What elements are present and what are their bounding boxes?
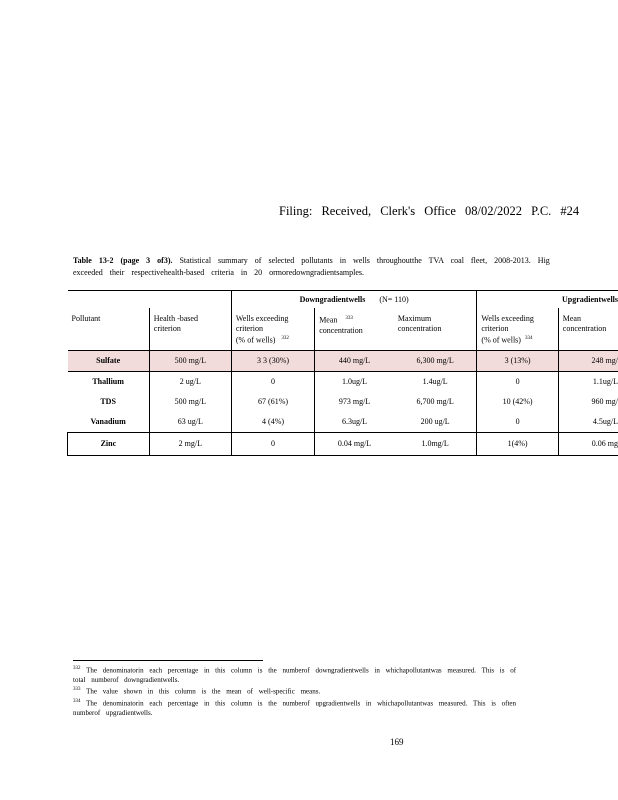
col-wells-line-3-text: (% of wells) xyxy=(235,335,276,345)
cell-up-mean: 0.06 mg xyxy=(558,432,618,455)
footnote-ref-333: 333 xyxy=(345,316,353,321)
col-up-mean-line-1: Mean xyxy=(562,314,581,323)
col-wells-exceeding xyxy=(231,308,314,350)
col-pollutant xyxy=(68,308,150,350)
table-row xyxy=(68,412,618,433)
cell-wells: 0 xyxy=(231,371,314,392)
col-criterion-line-2: criterion xyxy=(153,324,181,333)
cell-pollutant: Vanadium xyxy=(90,416,126,426)
col-mean-line-1 xyxy=(319,314,394,326)
col-wells-line-2: criterion xyxy=(235,324,263,333)
col-criterion-line-1: Health -based xyxy=(153,314,198,323)
col-up-wells-line-3-text: (% of wells) xyxy=(481,335,521,345)
col-mean-line-1-text: Mean xyxy=(319,315,338,325)
cell-criterion: 500 mg/L xyxy=(149,350,231,371)
cell-criterion: 63 ug/L xyxy=(149,412,231,433)
cell-max: 6,700 mg/L xyxy=(416,396,454,406)
col-wells-line-3 xyxy=(236,334,314,346)
col-up-wells-line-3 xyxy=(481,334,557,346)
column-header-row xyxy=(68,308,618,350)
cell-mean: 0.04 mg/L xyxy=(315,432,394,455)
footnote-334 xyxy=(73,697,618,709)
filing-stamp: Filing: Received, Clerk's Office 08/02/2022 P.C. #24 xyxy=(279,204,580,218)
caption-title: Table 13-2 (page 3 of3). xyxy=(73,256,173,265)
cell-max: 1.4ug/L xyxy=(422,376,448,386)
footnote-333 xyxy=(73,685,618,697)
downgradient-label: Downgradientwells xyxy=(299,294,366,304)
cell-up-wells: 10 (42%) xyxy=(477,392,558,412)
cell-up-mean: 4.5ug/L xyxy=(558,412,618,433)
cell-up-wells: 1(4%) xyxy=(477,432,558,455)
table-row xyxy=(68,350,618,371)
col-max-line-1: Maximum xyxy=(397,314,432,323)
cell-max: 1.0mg/L xyxy=(394,432,477,455)
cell-wells: 67 (61%) xyxy=(231,392,314,412)
footnote-332-number: 332 xyxy=(73,666,81,671)
table-row xyxy=(68,432,618,455)
footnote-divider xyxy=(73,660,263,661)
downgradient-count: (N= 110) xyxy=(379,294,409,304)
cell-mean: 1.0ug/L xyxy=(315,371,394,392)
caption-line-1 xyxy=(73,255,618,267)
col-up-wells-exceeding xyxy=(477,308,558,350)
group-header-row xyxy=(68,291,618,309)
footnote-333-number: 333 xyxy=(73,687,81,693)
cell-wells: 3 3 (30%) xyxy=(231,350,314,371)
col-up-wells-line-2: criterion xyxy=(481,324,509,333)
footnote-334-line-2: numberof upgradientwells. xyxy=(73,708,153,717)
footnote-334-line-1: The denominatorin each percentage in this column is the numberof upgradientwells in whichapollutantwas measured. This is often xyxy=(86,699,517,708)
downgradient-group-header xyxy=(231,291,477,309)
pollutant-summary-table xyxy=(67,290,618,456)
table-row xyxy=(68,371,618,392)
footnote-332-line-2: total numberof downgradientwells. xyxy=(73,675,180,684)
col-wells-line-1: Wells exceeding xyxy=(235,314,289,323)
col-up-mean-line-2: concentration xyxy=(562,324,607,333)
upgradient-group-header: Upgradientwells xyxy=(477,291,618,309)
cell-up-mean: 960 mg/ xyxy=(558,392,618,412)
col-maximum xyxy=(394,308,477,350)
col-mean xyxy=(315,308,394,350)
cell-up-mean: 1.1ug/L xyxy=(558,371,618,392)
table-caption xyxy=(73,255,618,279)
cell-up-wells: 3 (13%) xyxy=(477,350,558,371)
col-pollutant-label: Pollutant xyxy=(71,314,101,323)
cell-pollutant: TDS xyxy=(100,396,116,406)
cell-mean: 440 mg/L xyxy=(315,350,394,371)
footnotes xyxy=(73,664,618,718)
cell-mean: 6.3ug/L xyxy=(315,412,394,433)
cell-pollutant: Zinc xyxy=(68,432,150,455)
cell-wells: 0 xyxy=(231,432,314,455)
page-number: 169 xyxy=(390,737,404,747)
cell-criterion: 2 ug/L xyxy=(149,371,231,392)
footnote-333-line-1: The value shown in this column is the mean of well-specific means. xyxy=(86,687,321,696)
cell-pollutant: Thallium xyxy=(92,376,124,386)
col-max-line-2: concentration xyxy=(397,324,442,333)
table-row xyxy=(68,392,618,412)
col-up-mean xyxy=(558,308,618,350)
cell-up-wells: 0 xyxy=(477,412,558,433)
cell-pollutant: Sulfate xyxy=(68,350,150,371)
footnote-334-number: 334 xyxy=(73,699,81,705)
footnote-332 xyxy=(73,664,618,676)
footnote-ref-334: 334 xyxy=(524,336,533,341)
footnote-ref-332: 332 xyxy=(281,336,289,341)
col-criterion xyxy=(149,308,231,350)
cell-mean: 973 mg/L xyxy=(315,392,394,412)
cell-up-mean: 248 mg/ xyxy=(558,350,618,371)
cell-up-wells: 0 xyxy=(477,371,558,392)
cell-criterion: 2 mg/L xyxy=(149,432,231,455)
col-up-wells-line-1: Wells exceeding xyxy=(481,314,534,323)
cell-wells: 4 (4%) xyxy=(231,412,314,433)
cell-max: 6,300 mg/L xyxy=(394,350,477,371)
footnote-332-line-1: The denominatorin each percentage in this column is the numberof downgradientwells in whichapollutantwas measured. This is of xyxy=(86,666,517,675)
caption-text-1: Statistical summary of selected pollutants in wells throughoutthe TVA coal fleet, 2008-2013. Hig xyxy=(172,256,550,265)
caption-line-2: exceeded their respectivehealth-based criteria in 20 ormoredowngradientsamples. xyxy=(73,268,364,277)
col-mean-line-2: concentration xyxy=(319,325,363,335)
cell-max: 200 ug/L xyxy=(420,416,450,426)
cell-criterion: 500 mg/L xyxy=(149,392,231,412)
